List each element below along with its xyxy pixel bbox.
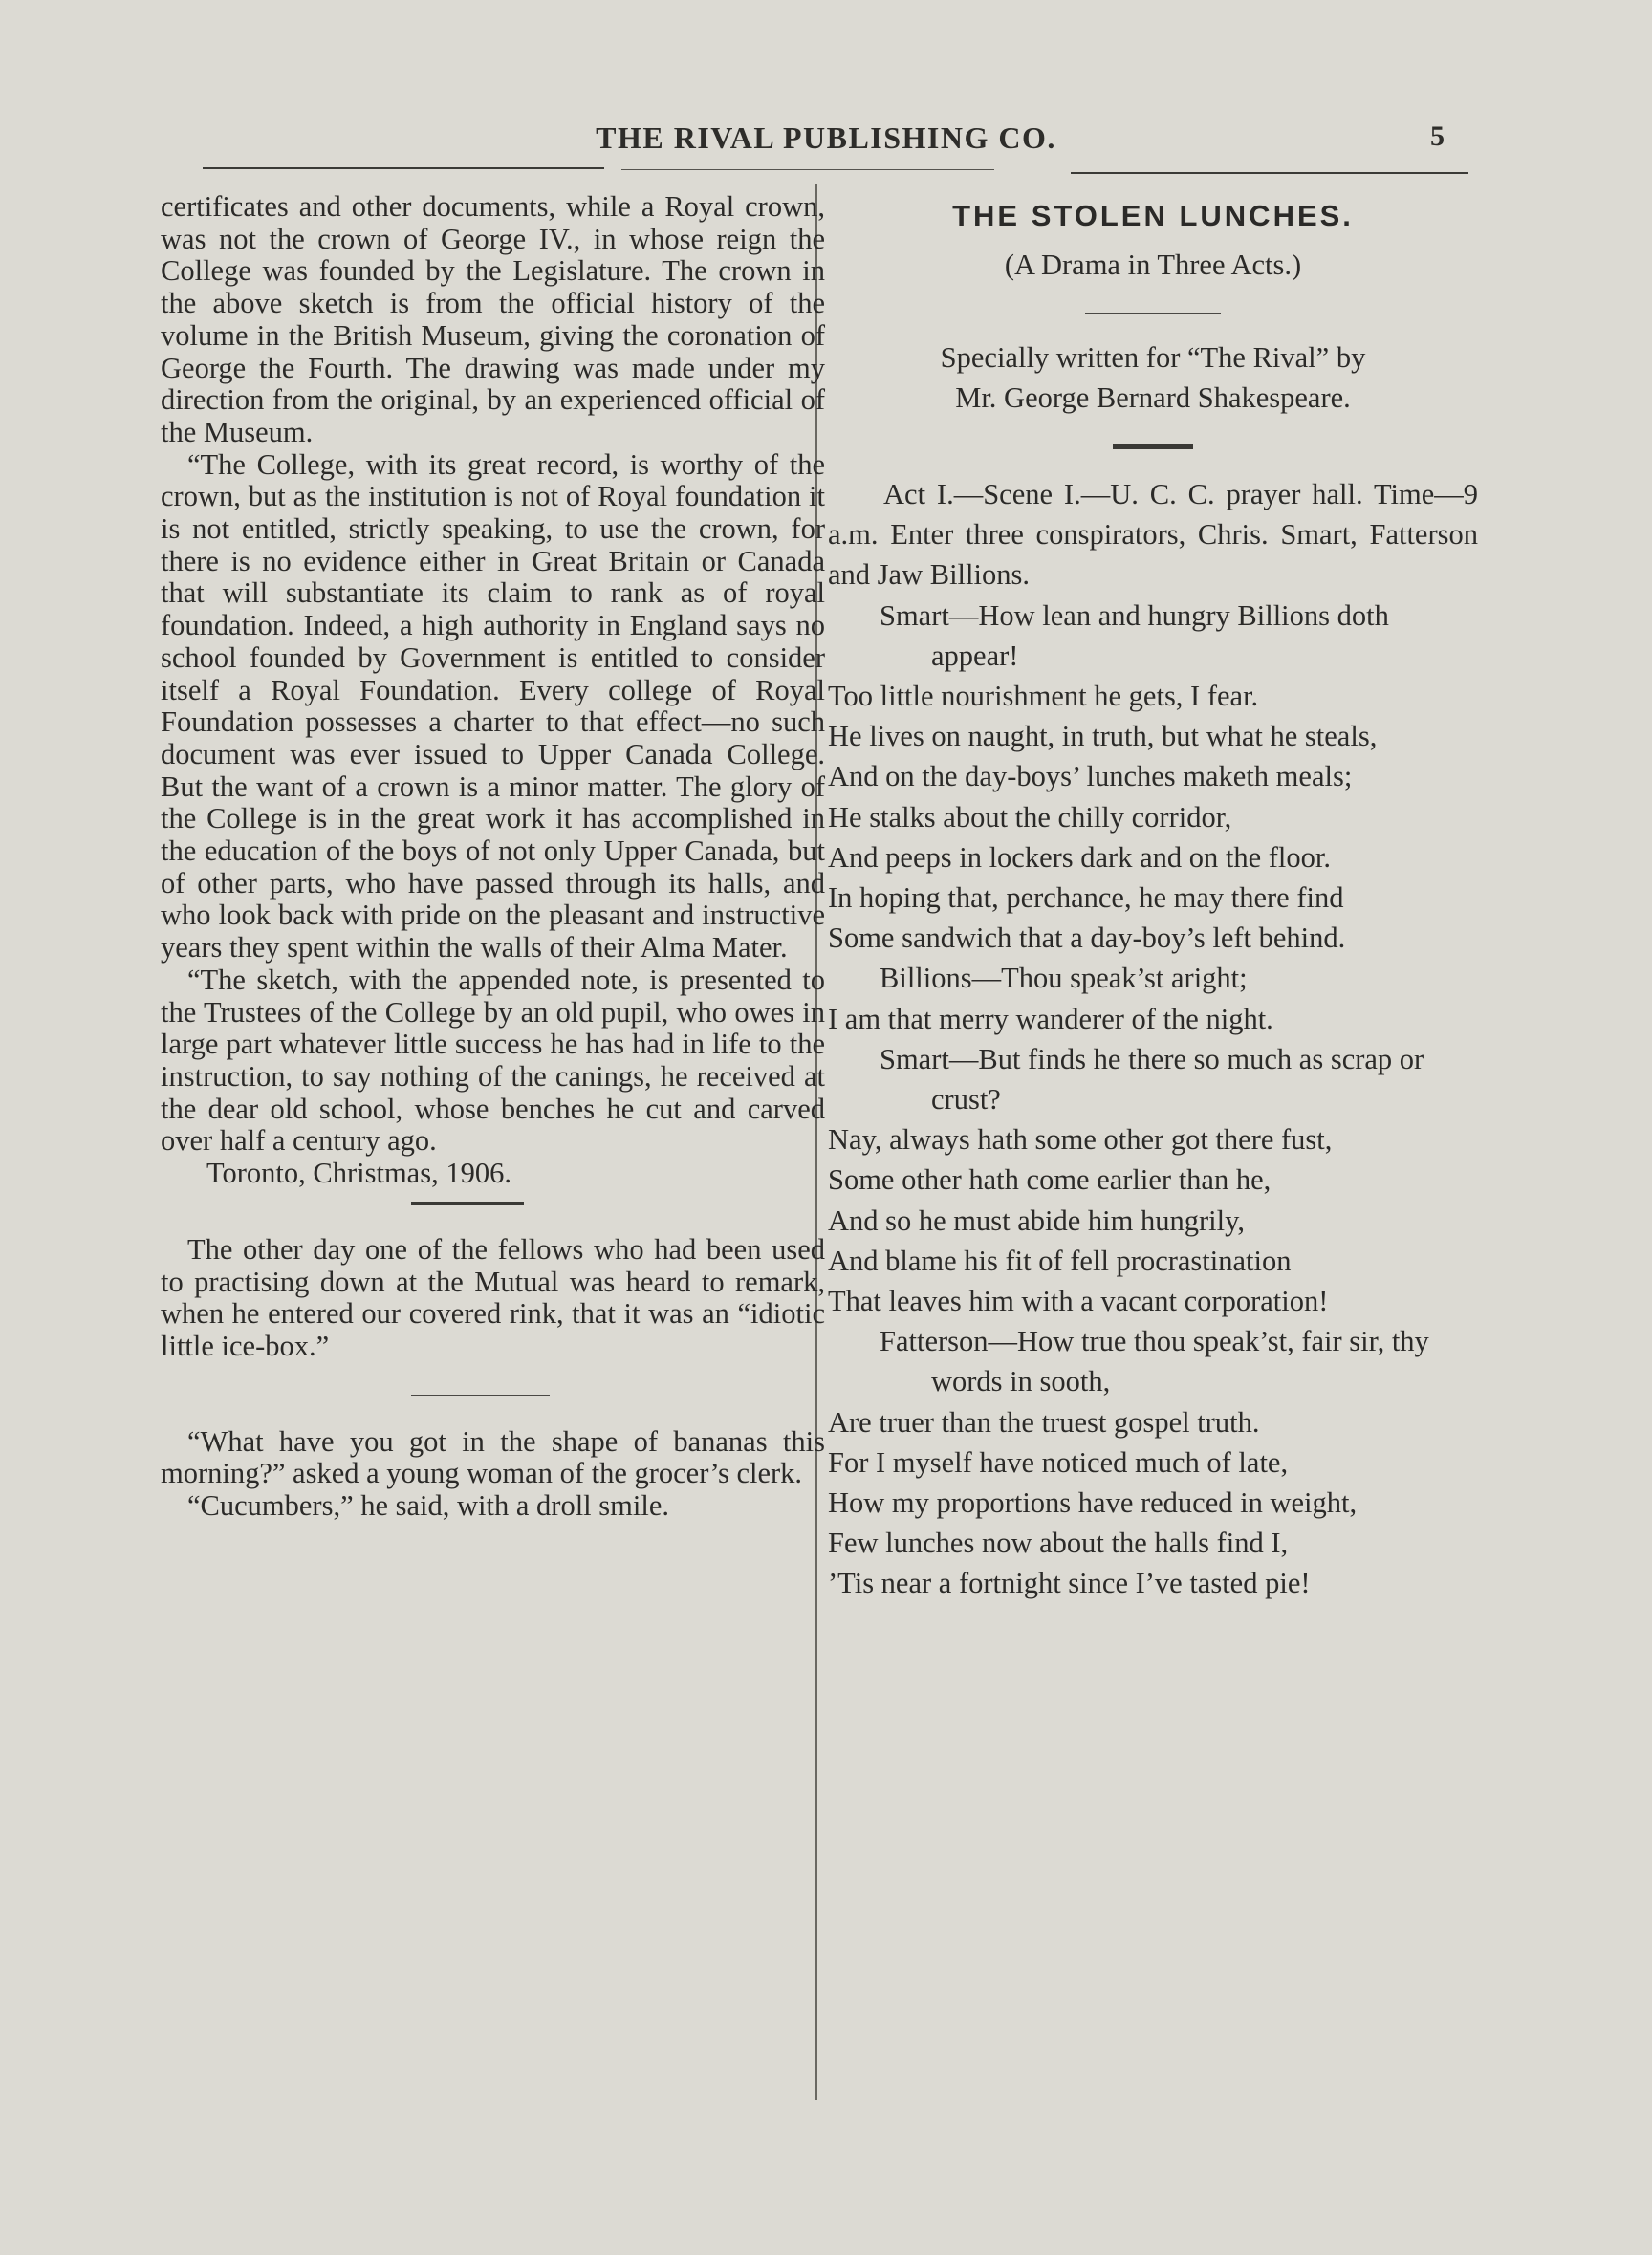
verse-block xyxy=(828,596,1478,1604)
credit-line: Specially written for “The Rival” by xyxy=(940,341,1366,374)
running-header: THE RIVAL PUBLISHING CO. xyxy=(596,120,1056,155)
verse-line: And so he must abide him hungrily, xyxy=(828,1203,1245,1237)
separator-dash xyxy=(1113,444,1193,449)
verse-line: In hoping that, perchance, he may there find xyxy=(828,881,1344,915)
paragraph-sketch-note: “The sketch, with the appended note, is presented to the Trustees of the College by an old pupil, who owes in large part whatever little success he has had in life to the instruction, to say nothing of the canings, he received at the dear old school, whose benches he cut and carved over half a century ago. xyxy=(161,963,825,1158)
play-title: THE STOLEN LUNCHES. xyxy=(952,199,1354,232)
verse-line: I am that merry wanderer of the night. xyxy=(828,1002,1273,1035)
speaker-line: Fatterson—How true thou speak’st, fair sir, thy words in sooth, xyxy=(880,1325,1429,1399)
separator-thin xyxy=(1085,313,1221,314)
verse-line: Some other hath come earlier than he, xyxy=(828,1163,1272,1197)
left-column xyxy=(161,191,825,1523)
verse-line: Some sandwich that a day-boy’s left behind. xyxy=(828,922,1346,955)
paragraph-bananas: “What have you got in the shape of bananas this morning?” asked a young woman of the grocer’s clerk. xyxy=(161,1424,825,1490)
verse-line: How my proportions have reduced in weight, xyxy=(828,1486,1358,1520)
act-heading: Act I.—Scene I.—U. C. C. prayer hall. Time—9 a.m. Enter three conspirators, Chris. Smart, Fatterson and Jaw Billions. xyxy=(828,478,1478,592)
paragraph-ice-box: The other day one of the fellows who had been used to practising down at the Mutual was heard to remark, when he entered our covered rink, that it was an “idiotic little ice-box.” xyxy=(161,1232,825,1362)
verse-line: And on the day-boys’ lunches maketh meals; xyxy=(828,760,1353,793)
page-number: 5 xyxy=(1430,120,1445,152)
verse-line: Few lunches now about the halls find I, xyxy=(828,1527,1289,1560)
verse-line: ’Tis near a fortnight since I’ve tasted pie! xyxy=(828,1567,1311,1600)
header-rule-left xyxy=(203,167,604,169)
speaker-line: Smart—But finds he there so much as scrap or crust? xyxy=(880,1042,1424,1117)
play-subtitle: (A Drama in Three Acts.) xyxy=(1004,249,1302,281)
credit-author: Mr. George Bernard Shakespeare. xyxy=(955,381,1351,414)
dateline: Toronto, Christmas, 1906. xyxy=(206,1157,511,1190)
paragraph-college-crown: “The College, with its great record, is worthy of the crown, but as the institution is not of Royal foundation it is not entitled, strictly speaking, to use the crown, for there is no evidence either in Great Britain or Canada that will substantiate its claim to rank as of royal foundation. Indeed, a high authority in England says no school founded by Government is entitled to consider itself a Royal Foundation. Every college of Royal Foundation possesses a charter to that effect—no such document was ever issued to Upper Canada College. But the want of a crown is a minor matter. The glory of the College is in the great work it has accomplished in the education of the boys of not only Upper Canada, but of other parts, who have passed through its halls, and who look back with pride on the pleasant and instructive years they spent within the walls of their Alma Mater. xyxy=(161,447,825,965)
verse-line: He lives on naught, in truth, but what he steals, xyxy=(828,720,1378,753)
verse-line: Are truer than the truest gospel truth. xyxy=(828,1405,1260,1439)
speaker-line: Billions—Thou speak’st aright; xyxy=(880,962,1248,995)
verse-line: Nay, always hath some other got there fust, xyxy=(828,1123,1333,1157)
paragraph-cucumbers: “Cucumbers,” he said, with a droll smile. xyxy=(187,1489,669,1523)
verse-line: And peeps in lockers dark and on the floor. xyxy=(828,840,1331,874)
paragraph-continuation: certificates and other documents, while a Royal crown, was not the crown of George IV., in whose reign the College was founded by the Legislature. The crown in the above sketch is from the official history of the volume in the British Museum, giving the coronation of George the Fourth. The drawing was made under my direction from the original, by an experienced official of the Museum. xyxy=(161,190,825,448)
header-rule-right xyxy=(1071,172,1468,174)
verse-line: That leaves him with a vacant corporation! xyxy=(828,1285,1329,1318)
right-column xyxy=(828,191,1478,1604)
verse-line: Too little nourishment he gets, I fear. xyxy=(828,680,1259,713)
speaker-line: Smart—How lean and hungry Billions doth appear! xyxy=(880,598,1389,672)
verse-line: For I myself have noticed much of late, xyxy=(828,1445,1289,1479)
header-rule-center xyxy=(621,169,994,170)
verse-line: And blame his fit of fell procrastination xyxy=(828,1244,1292,1277)
verse-line: He stalks about the chilly corridor, xyxy=(828,800,1232,834)
